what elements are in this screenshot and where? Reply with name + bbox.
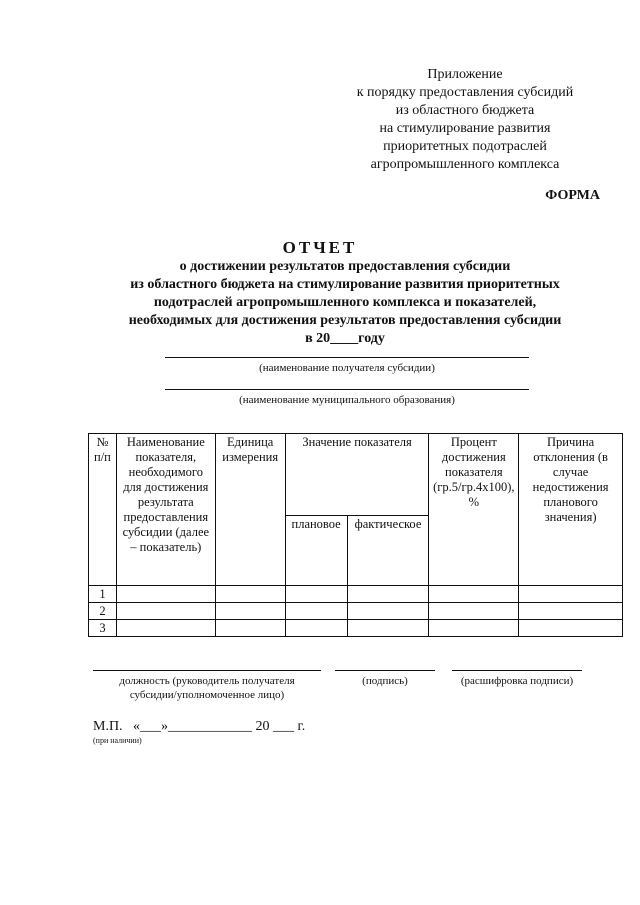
header-unit: Единица измерения <box>215 434 285 586</box>
stamp-note: (при наличии) <box>93 736 142 745</box>
cell-percent[interactable] <box>429 586 519 603</box>
cell-reason[interactable] <box>519 586 623 603</box>
cell-reason[interactable] <box>519 603 623 620</box>
table-row <box>89 603 623 620</box>
subtitle-line: подотраслей агропромышленного комплекса и показателей, <box>153 295 537 310</box>
recipient-line <box>165 357 529 358</box>
position-caption: должность (руководитель получателя субсидии/уполномоченное лицо) <box>119 675 295 701</box>
recipient-caption: (наименование получателя субсидии) <box>259 362 435 374</box>
appendix-line: на стимулирование развития <box>379 121 551 136</box>
signature-line <box>335 670 435 671</box>
header-reason: Причина отклонения (в случае недостижения планового значения) <box>519 434 623 586</box>
report-table <box>88 433 623 637</box>
stamp-date-line: М.П. «___»____________ 20 ___ г. <box>93 719 306 734</box>
cell-unit[interactable] <box>215 603 285 620</box>
row-number: 3 <box>89 620 117 637</box>
decoding-caption: (расшифровка подписи) <box>460 675 574 687</box>
subtitle-line: необходимых для достижения результатов предоставления субсидии <box>128 313 562 328</box>
cell-actual[interactable] <box>347 586 429 603</box>
appendix-line: приоритетных подотраслей <box>383 139 547 154</box>
header-actual: фактическое <box>347 516 429 586</box>
cell-actual[interactable] <box>347 620 429 637</box>
municipality-line <box>165 389 529 390</box>
cell-unit[interactable] <box>215 620 285 637</box>
cell-name[interactable] <box>116 586 215 603</box>
municipality-caption: (наименование муниципального образования) <box>239 394 455 406</box>
subtitle-line: о достижении результатов предоставления субсидии <box>179 259 511 274</box>
row-number: 1 <box>89 586 117 603</box>
cell-percent[interactable] <box>429 603 519 620</box>
position-line <box>93 670 321 671</box>
cell-name[interactable] <box>116 620 215 637</box>
report-title: ОТЧЕТ <box>282 238 358 257</box>
header-planned: плановое <box>285 516 347 586</box>
appendix-block <box>300 66 630 174</box>
subtitle-line: в 20____году <box>305 331 385 346</box>
cell-planned[interactable] <box>285 586 347 603</box>
header-percent: Процент достижения показателя (гр.5/гр.4х100), % <box>429 434 519 586</box>
cell-reason[interactable] <box>519 620 623 637</box>
table-row <box>89 586 623 603</box>
form-label: ФОРМА <box>545 188 600 203</box>
table-row <box>89 620 623 637</box>
cell-percent[interactable] <box>429 620 519 637</box>
appendix-line: Приложение <box>427 67 503 82</box>
signature-caption: (подпись) <box>362 675 408 687</box>
cell-actual[interactable] <box>347 603 429 620</box>
appendix-line: к порядку предоставления субсидий <box>356 85 574 100</box>
cell-planned[interactable] <box>285 620 347 637</box>
appendix-line: из областного бюджета <box>395 103 535 118</box>
decoding-line <box>452 670 582 671</box>
cell-unit[interactable] <box>215 586 285 603</box>
subtitle-line: из областного бюджета на стимулирование развития приоритетных <box>130 277 560 292</box>
report-subtitle <box>90 258 600 348</box>
header-value: Значение показателя <box>285 434 429 516</box>
cell-name[interactable] <box>116 603 215 620</box>
cell-planned[interactable] <box>285 603 347 620</box>
row-number: 2 <box>89 603 117 620</box>
appendix-line: агропромышленного комплекса <box>370 157 560 172</box>
header-num: № п/п <box>89 434 117 586</box>
header-name: Наименование показателя, необходимого для достижения результата предоставления субсидии (далее – показатель) <box>116 434 215 586</box>
